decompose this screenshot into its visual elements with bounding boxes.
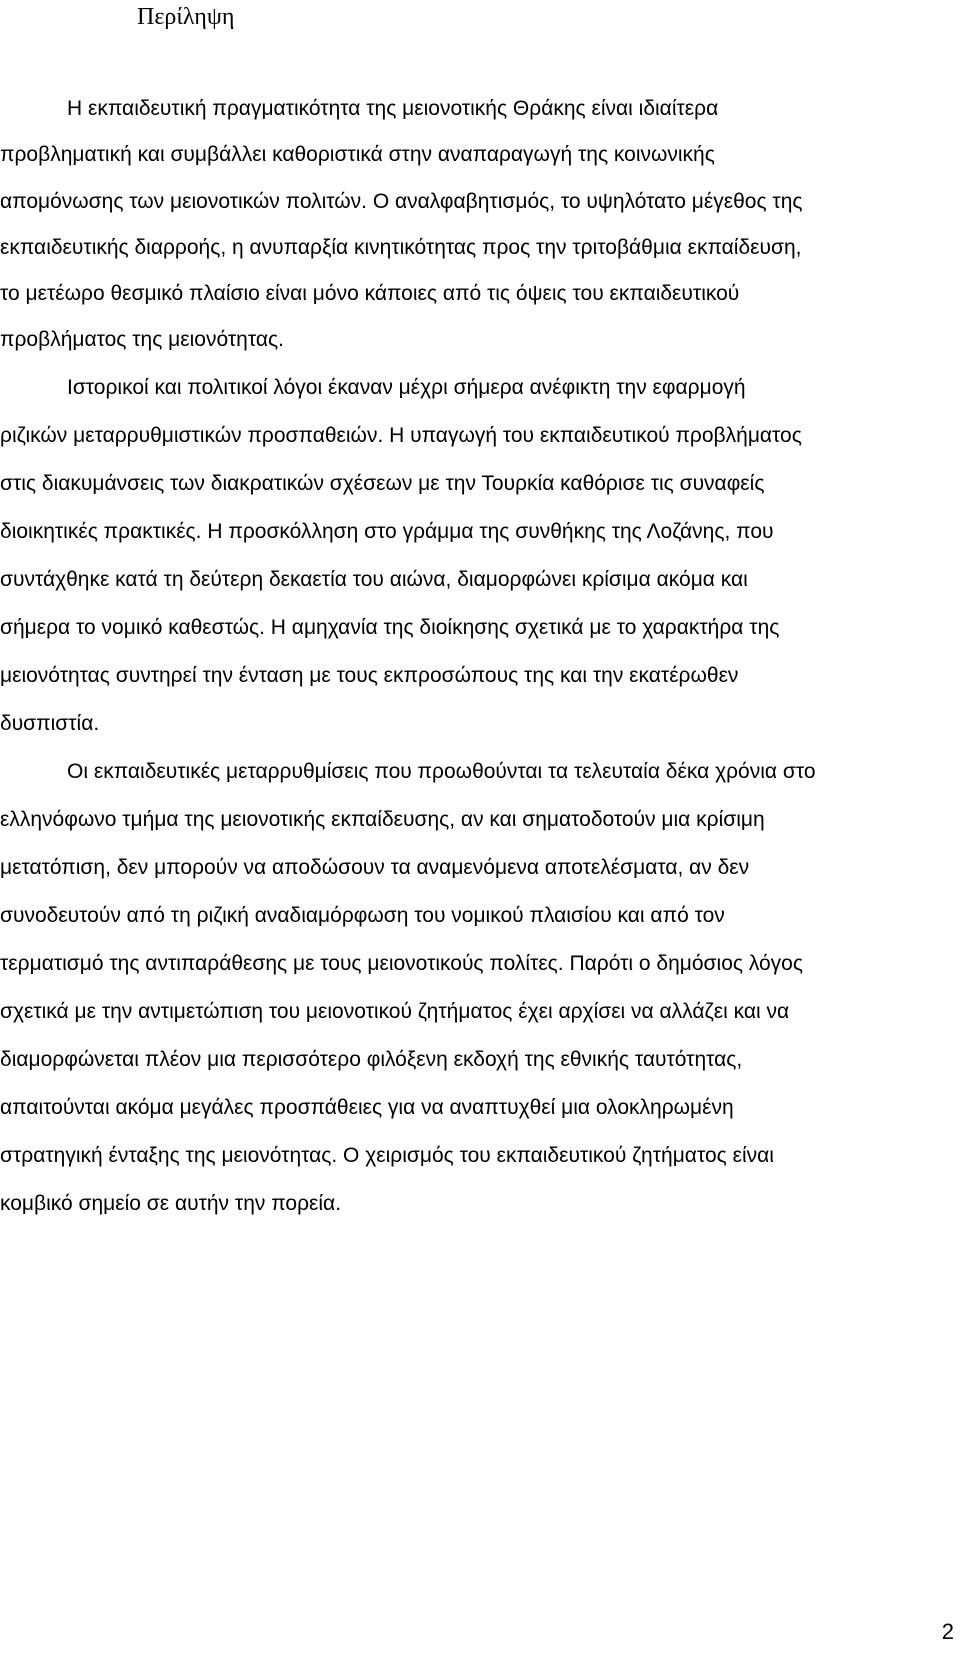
text-line: το μετέωρο θεσμικό πλαίσιο είναι μόνο κάποιες από τις όψεις του εκπαιδευτικού <box>0 282 740 306</box>
text-line: Ιστορικοί και πολιτικοί λόγοι έκαναν μέχρι σήμερα ανέφικτη την εφαρμογή <box>67 375 746 399</box>
text-line: διαμορφώνεται πλέον μια περισσότερο φιλόξενη εκδοχή της εθνικής ταυτότητας, <box>0 1047 743 1071</box>
text-line: στρατηγική ένταξης της μειονότητας. Ο χειρισμός του εκπαιδευτικού ζητήματος είναι <box>0 1143 774 1167</box>
text-line: μετατόπιση, δεν μπορούν να αποδώσουν τα αναμενόμενα αποτελέσματα, αν δεν <box>0 855 750 879</box>
text-line: σχετικά με την αντιμετώπιση του μειονοτικού ζητήματος έχει αρχίσει να αλλάζει και να <box>0 999 790 1023</box>
text-line: απαιτούνται ακόμα μεγάλες προσπάθειες για να αναπτυχθεί μια ολοκληρωμένη <box>0 1095 734 1119</box>
text-line: ελληνόφωνο τμήμα της μειονοτικής εκπαίδευσης, αν και σηματοδοτούν μια κρίσιμη <box>0 807 765 831</box>
abstract-body <box>0 86 960 1228</box>
page-number: 2 <box>941 1619 954 1644</box>
text-line: διοικητικές πρακτικές. Η προσκόλληση στο γράμμα της συνθήκης της Λοζάνης, που <box>0 519 774 543</box>
text-line: Οι εκπαιδευτικές μεταρρυθμίσεις που προωθούνται τα τελευταία δέκα χρόνια στο <box>67 759 816 783</box>
text-line: απομόνωσης των μειονοτικών πολιτών. Ο αναλφαβητισμός, το υψηλότατο μέγεθος της <box>0 189 803 213</box>
text-line: προβλήματος της μειονότητας. <box>0 328 284 352</box>
text-line: δυσπιστία. <box>0 711 100 735</box>
text-line: στις διακυμάνσεις των διακρατικών σχέσεων με την Τουρκία καθόρισε τις συναφείς <box>0 471 765 495</box>
paragraph-2 <box>0 364 960 748</box>
text-line: συνοδευτούν από τη ριζική αναδιαμόρφωση του νομικού πλαισίου και από τον <box>0 903 725 927</box>
paragraph-1 <box>0 86 960 364</box>
paragraph-3 <box>0 748 960 1228</box>
text-line: μειονότητας συντηρεί την ένταση με τους εκπροσώπους της και την εκατέρωθεν <box>0 663 739 687</box>
text-line: τερματισμό της αντιπαράθεσης με τους μειονοτικούς πολίτες. Παρότι ο δημόσιος λόγος <box>0 951 803 975</box>
text-line: προβληματική και συμβάλλει καθοριστικά στην αναπαραγωγή της κοινωνικής <box>0 143 715 167</box>
text-line: συντάχθηκε κατά τη δεύτερη δεκαετία του αιώνα, διαμορφώνει κρίσιμα ακόμα και <box>0 567 748 591</box>
text-line: κομβικό σημείο σε αυτήν την πορεία. <box>0 1191 342 1215</box>
text-line: σήμερα το νομικό καθεστώς. Η αμηχανία της διοίκησης σχετικά με το χαρακτήρα της <box>0 615 780 639</box>
text-line: Η εκπαιδευτική πραγματικότητα της μειονοτικής Θράκης είναι ιδιαίτερα <box>67 97 719 120</box>
text-line: εκπαιδευτικής διαρροής, η ανυπαρξία κινητικότητας προς την τριτοβάθμια εκπαίδευση, <box>0 235 802 259</box>
page-title: Περίληψη <box>137 4 235 30</box>
text-line: ριζικών μεταρρυθμιστικών προσπαθειών. Η υπαγωγή του εκπαιδευτικού προβλήματος <box>0 423 802 447</box>
